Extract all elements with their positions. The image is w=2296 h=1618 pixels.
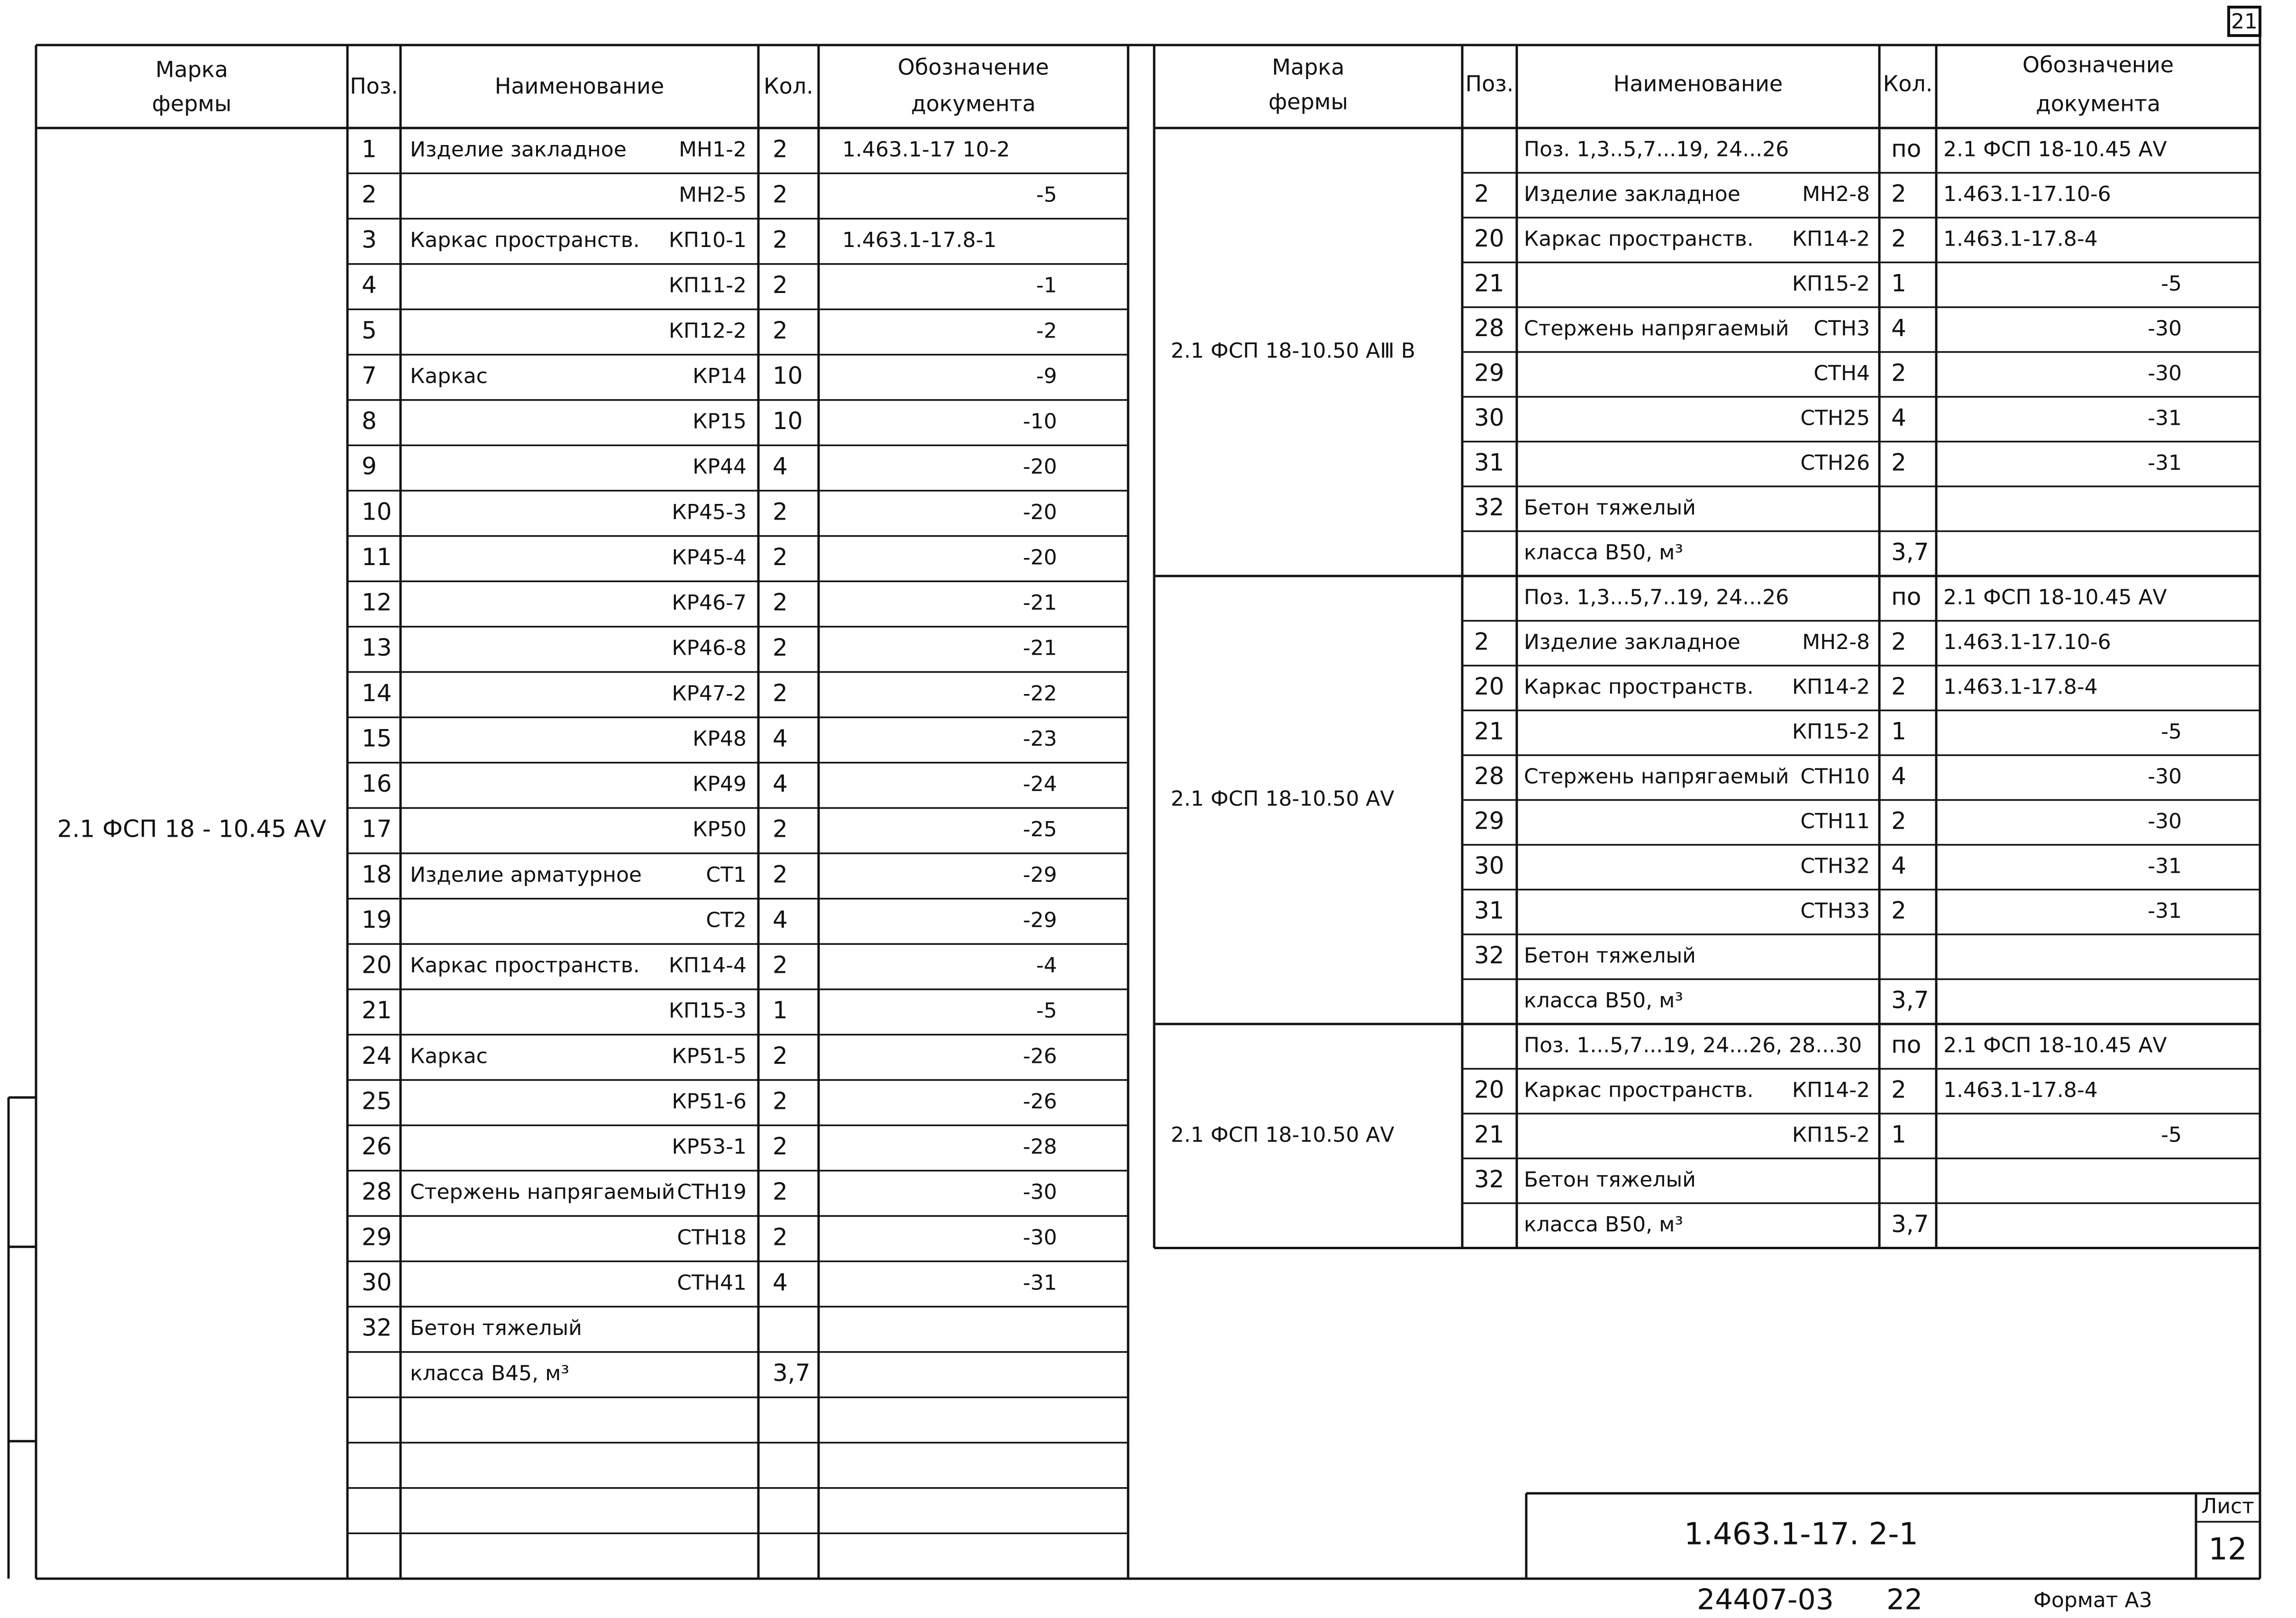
right-truss-mark: 2.1 ФСП 18-10.50 АⅤ [1171, 786, 1394, 811]
table-row-qty: 2 [1891, 672, 1906, 700]
left-header-doc: Обозначение [897, 54, 1049, 80]
table-row-doc: -30 [2148, 809, 2182, 833]
table-row-doc: -31 [2148, 450, 2182, 475]
table-row-code: КР46-7 [672, 591, 747, 615]
table-row-code: СТ2 [706, 908, 747, 932]
table-row-qty: 2 [1891, 1076, 1906, 1104]
table-row-code: КП14-2 [1792, 227, 1870, 251]
left-specification-table [36, 45, 1128, 1579]
table-row-qty: 4 [1891, 403, 1906, 431]
table-row-pos: 25 [362, 1087, 392, 1115]
table-row-doc: -30 [2148, 764, 2182, 789]
table-row-pos: 15 [362, 724, 392, 752]
table-row-qty: 2 [773, 1178, 788, 1206]
table-row-name: класса В45, м³ [410, 1361, 569, 1386]
table-row-name: Каркас [410, 1044, 488, 1069]
table-row-name: Поз. 1,3..5,7...19, 24...26 [1524, 137, 1789, 162]
table-row-doc: -10 [1023, 409, 1057, 434]
table-row-doc: 1.463.1-17.8-1 [842, 228, 997, 253]
table-row-qty: 2 [773, 543, 788, 571]
table-row-name: Каркас пространств. [410, 228, 640, 253]
table-row-doc: -9 [1036, 364, 1057, 388]
right-header-mark: фермы [1268, 89, 1348, 115]
table-row-pos: 28 [362, 1178, 392, 1206]
table-row-code: КП15-3 [668, 998, 747, 1023]
table-row-qty: 2 [773, 815, 788, 843]
table-row-doc: -5 [2161, 719, 2182, 744]
table-row-pos: 7 [362, 362, 377, 390]
table-row-qty: 10 [773, 362, 803, 390]
table-row-code: КР51-5 [672, 1044, 747, 1069]
table-row-doc: 1.463.1-17.8-4 [1943, 1078, 2098, 1102]
table-row-pos: 24 [362, 1042, 392, 1070]
table-row-name: Изделие закладное [1524, 630, 1740, 654]
table-row-qty: 2 [773, 180, 788, 208]
table-row-code: СТН33 [1800, 898, 1870, 923]
table-row-code: СТН4 [1813, 361, 1870, 385]
table-row-code: КП14-4 [668, 953, 747, 978]
table-row-doc: -22 [1023, 681, 1057, 706]
table-row-code: КР51-6 [672, 1089, 747, 1114]
table-row-qty: 2 [773, 1042, 788, 1070]
table-row-qty: 2 [773, 498, 788, 526]
table-row-name: Изделие арматурное [410, 862, 642, 887]
table-row-pos: 20 [362, 951, 392, 979]
table-row-pos: 21 [1474, 269, 1504, 297]
right-header-qty: Кол. [1883, 71, 1933, 97]
table-row-qty: 4 [773, 905, 788, 933]
table-row-code: СТН26 [1800, 450, 1870, 475]
table-row-doc: 1.463.1-17 10-2 [842, 137, 1010, 162]
table-row-doc: -30 [2148, 316, 2182, 341]
left-header-qty: Кол. [764, 73, 813, 99]
table-row-qty: 2 [773, 1223, 788, 1251]
table-row-pos: 28 [1474, 762, 1504, 790]
table-row-pos: 32 [362, 1314, 392, 1342]
table-row-doc: -20 [1023, 500, 1057, 524]
table-row-pos: 19 [362, 905, 392, 933]
table-row-doc: -24 [1023, 772, 1057, 796]
table-row-pos: 4 [362, 271, 377, 299]
stamp-sheet-label: Лист [2201, 1494, 2254, 1518]
table-row-pos: 9 [362, 452, 377, 480]
table-row-qty: 4 [1891, 762, 1906, 790]
table-row-doc: -31 [2148, 406, 2182, 430]
right-header-mark: Марка [1272, 54, 1345, 80]
table-row-qty: 4 [1891, 851, 1906, 879]
table-row-code: КР47-2 [672, 681, 747, 706]
right-specification-table [1154, 45, 2260, 1248]
table-row-name: Бетон тяжелый [1524, 495, 1696, 520]
left-header-mark: Марка [155, 56, 228, 82]
table-row-pos: 21 [1474, 717, 1504, 745]
table-row-pos: 13 [362, 634, 392, 662]
table-row-qty: 3,7 [773, 1359, 811, 1387]
table-row-pos: 20 [1474, 1076, 1504, 1104]
table-row-doc: -23 [1023, 726, 1057, 751]
table-row-pos: 10 [362, 498, 392, 526]
table-row-name: Каркас пространств. [410, 953, 640, 978]
table-row-doc: -5 [1036, 998, 1057, 1023]
table-row-doc: -5 [2161, 1123, 2182, 1147]
sheet-corner-number: 21 [2231, 9, 2258, 34]
left-header-mark: фермы [152, 91, 232, 117]
table-row-pos: 32 [1474, 941, 1504, 969]
table-row-code: КП10-1 [668, 228, 747, 253]
footer-page-number: 22 [1886, 1583, 1923, 1617]
table-row-code: СТН10 [1800, 764, 1870, 789]
table-row-qty: 1 [1891, 269, 1906, 297]
table-row-doc: 1.463.1-17.8-4 [1943, 675, 2098, 699]
table-row-qty: 1 [1891, 1120, 1906, 1148]
table-row-name: Каркас [410, 364, 488, 388]
table-row-pos: 30 [362, 1268, 392, 1296]
table-row-name: Поз. 1,3...5,7..19, 24...26 [1524, 585, 1789, 610]
table-row-qty: 2 [773, 1087, 788, 1115]
table-row-name: Каркас пространств. [1524, 227, 1754, 251]
table-row-code: СТН25 [1800, 406, 1870, 430]
table-row-pos: 32 [1474, 1165, 1504, 1193]
table-row-pos: 26 [362, 1133, 392, 1161]
table-row-code: СТ1 [706, 862, 747, 887]
left-header-name: Наименование [494, 73, 665, 99]
footer-inventory-number: 24407-03 [1697, 1583, 1834, 1617]
table-row-doc: -26 [1023, 1089, 1057, 1114]
sheet-footer [1697, 1583, 2152, 1617]
table-row-name: Каркас пространств. [1524, 675, 1754, 699]
table-row-qty: 2 [1891, 628, 1906, 656]
table-row-doc: -31 [2148, 854, 2182, 878]
table-row-doc: -31 [1023, 1271, 1057, 1295]
table-row-code: КП15-2 [1792, 719, 1870, 744]
table-row-pos: 30 [1474, 403, 1504, 431]
table-row-code: КП12-2 [668, 319, 747, 343]
table-row-pos: 17 [362, 815, 392, 843]
table-row-pos: 30 [1474, 851, 1504, 879]
table-row-qty: 4 [773, 724, 788, 752]
table-row-name: класса В50, м³ [1524, 1212, 1683, 1237]
table-row-code: СТН19 [677, 1180, 747, 1205]
table-row-pos: 2 [362, 180, 377, 208]
table-row-pos: 1 [362, 135, 377, 163]
table-row-qty: 2 [773, 316, 788, 344]
table-row-pos: 12 [362, 588, 392, 616]
table-row-code: КП14-2 [1792, 1078, 1870, 1102]
table-row-doc: -4 [1036, 953, 1057, 978]
table-row-pos: 20 [1474, 224, 1504, 252]
table-row-code: КР50 [692, 817, 747, 842]
table-row-pos: 18 [362, 860, 392, 888]
table-row-qty: 2 [773, 135, 788, 163]
table-row-code: КР46-8 [672, 636, 747, 660]
table-row-code: КР14 [692, 364, 747, 388]
table-row-doc: -29 [1023, 908, 1057, 932]
right-truss-mark: 2.1 ФСП 18-10.50 АⅤ [1171, 1123, 1394, 1147]
table-row-pos: 21 [1474, 1120, 1504, 1148]
table-row-qty: 4 [773, 770, 788, 798]
table-row-qty: 2 [1891, 807, 1906, 835]
stamp-sheet-number: 12 [2208, 1532, 2247, 1567]
table-row-code: КР15 [692, 409, 747, 434]
table-row-qty: 2 [773, 951, 788, 979]
table-row-qty: 4 [1891, 314, 1906, 342]
table-row-pos: 20 [1474, 672, 1504, 700]
table-row-doc: -20 [1023, 455, 1057, 479]
table-row-code: МН2-8 [1802, 182, 1870, 206]
left-header-doc: документа [911, 91, 1036, 117]
table-row-doc: 1.463.1-17.10-6 [1943, 182, 2111, 206]
table-row-code: КР45-4 [672, 545, 747, 570]
table-row-qty: 2 [773, 226, 788, 254]
table-row-doc: -30 [1023, 1225, 1057, 1250]
left-truss-mark: 2.1 ФСП 18 - 10.45 АⅤ [57, 815, 327, 843]
table-row-doc: 2.1 ФСП 18-10.45 АⅤ [1943, 585, 2167, 610]
table-row-pos: 16 [362, 770, 392, 798]
table-row-name: Стержень напрягаемый [410, 1180, 675, 1205]
table-row-qty: 2 [1891, 359, 1906, 387]
table-row-code: МН2-5 [679, 183, 747, 207]
table-row-code: КР49 [692, 772, 747, 796]
table-row-doc: -2 [1036, 319, 1057, 343]
table-row-qty: 2 [1891, 896, 1906, 924]
table-row-qty: 2 [1891, 224, 1906, 252]
table-row-qty: 1 [1891, 717, 1906, 745]
table-row-pos: 5 [362, 316, 377, 344]
table-row-qty: 2 [773, 1133, 788, 1161]
footer-format-label: Формат А3 [2033, 1588, 2152, 1612]
table-row-qty: по [1891, 583, 1922, 611]
stamp-document-code: 1.463.1-17. 2-1 [1684, 1517, 1919, 1552]
table-row-qty: 1 [773, 996, 788, 1024]
table-row-code: КР44 [692, 455, 747, 479]
table-row-doc: -5 [1036, 183, 1057, 207]
right-header-doc: Обозначение [2022, 52, 2174, 78]
table-row-name: класса В50, м³ [1524, 988, 1683, 1013]
table-row-doc: -21 [1023, 591, 1057, 615]
table-row-pos: 3 [362, 226, 377, 254]
table-row-pos: 8 [362, 407, 377, 435]
table-row-code: КП15-2 [1792, 1123, 1870, 1147]
table-row-qty: 4 [773, 1268, 788, 1296]
table-row-doc: 2.1 ФСП 18-10.45 АⅤ [1943, 137, 2167, 162]
table-row-code: КР45-3 [672, 500, 747, 524]
table-row-doc: -29 [1023, 862, 1057, 887]
table-row-name: Бетон тяжелый [410, 1316, 582, 1341]
table-row-name: Стержень напрягаемый [1524, 764, 1789, 789]
table-row-code: КП14-2 [1792, 675, 1870, 699]
table-row-code: СТН41 [677, 1271, 747, 1295]
table-row-name: Стержень напрягаемый [1524, 316, 1789, 341]
right-truss-mark: 2.1 ФСП 18-10.50 АⅢ В [1171, 338, 1416, 363]
right-header-doc: документа [2035, 91, 2161, 117]
table-row-code: КП15-2 [1792, 271, 1870, 296]
table-row-name: Поз. 1...5,7...19, 24...26, 28...30 [1524, 1033, 1862, 1058]
table-row-pos: 11 [362, 543, 392, 571]
table-row-doc: -20 [1023, 545, 1057, 570]
table-row-qty: по [1891, 1031, 1922, 1059]
table-row-pos: 29 [1474, 807, 1504, 835]
table-row-qty: 2 [773, 679, 788, 707]
table-row-doc: -25 [1023, 817, 1057, 842]
table-row-qty: 4 [773, 452, 788, 480]
table-row-code: СТН3 [1813, 316, 1870, 341]
table-row-qty: 2 [773, 588, 788, 616]
table-row-name: класса В50, м³ [1524, 540, 1683, 565]
table-row-code: КР53-1 [672, 1134, 747, 1159]
table-row-qty: 2 [1891, 180, 1906, 208]
table-row-doc: -28 [1023, 1134, 1057, 1159]
table-row-qty: 3,7 [1891, 1210, 1929, 1238]
table-row-doc: -26 [1023, 1044, 1057, 1069]
right-header-pos: Поз. [1465, 71, 1514, 97]
table-row-doc: -31 [2148, 898, 2182, 923]
table-row-code: СТН11 [1800, 809, 1870, 833]
table-row-doc: -30 [1023, 1180, 1057, 1205]
table-row-pos: 32 [1474, 493, 1504, 521]
table-row-pos: 28 [1474, 314, 1504, 342]
title-block-stamp [1526, 1493, 2260, 1579]
table-row-pos: 29 [362, 1223, 392, 1251]
table-row-name: Изделие закладное [1524, 182, 1740, 206]
table-row-code: МН1-2 [679, 137, 747, 162]
table-row-doc: 1.463.1-17.10-6 [1943, 630, 2111, 654]
table-row-name: Бетон тяжелый [1524, 1167, 1696, 1192]
table-row-doc: 2.1 ФСП 18-10.45 АⅤ [1943, 1033, 2167, 1058]
table-row-code: СТН18 [677, 1225, 747, 1250]
table-row-pos: 2 [1474, 180, 1489, 208]
table-row-code: СТН32 [1800, 854, 1870, 878]
table-row-qty: по [1891, 135, 1922, 163]
table-row-qty: 3,7 [1891, 538, 1929, 566]
table-row-qty: 10 [773, 407, 803, 435]
table-row-pos: 31 [1474, 896, 1504, 924]
table-row-qty: 2 [773, 271, 788, 299]
table-row-code: КП11-2 [668, 273, 747, 298]
left-header-pos: Поз. [350, 73, 398, 99]
table-row-name: Изделие закладное [410, 137, 627, 162]
table-row-name: Бетон тяжелый [1524, 943, 1696, 968]
table-row-doc: -21 [1023, 636, 1057, 660]
table-row-name: Каркас пространств. [1524, 1078, 1754, 1102]
table-row-qty: 3,7 [1891, 986, 1929, 1014]
right-header-name: Наименование [1613, 71, 1783, 97]
table-row-pos: 2 [1474, 628, 1489, 656]
table-row-doc: -1 [1036, 273, 1057, 298]
table-row-code: КР48 [692, 726, 747, 751]
table-row-pos: 21 [362, 996, 392, 1024]
table-row-qty: 2 [1891, 448, 1906, 476]
table-row-doc: -5 [2161, 271, 2182, 296]
table-row-code: МН2-8 [1802, 630, 1870, 654]
table-row-pos: 14 [362, 679, 392, 707]
table-row-pos: 31 [1474, 448, 1504, 476]
table-row-pos: 29 [1474, 359, 1504, 387]
table-row-qty: 2 [773, 860, 788, 888]
table-row-qty: 2 [773, 634, 788, 662]
table-row-doc: -30 [2148, 361, 2182, 385]
table-row-doc: 1.463.1-17.8-4 [1943, 227, 2098, 251]
